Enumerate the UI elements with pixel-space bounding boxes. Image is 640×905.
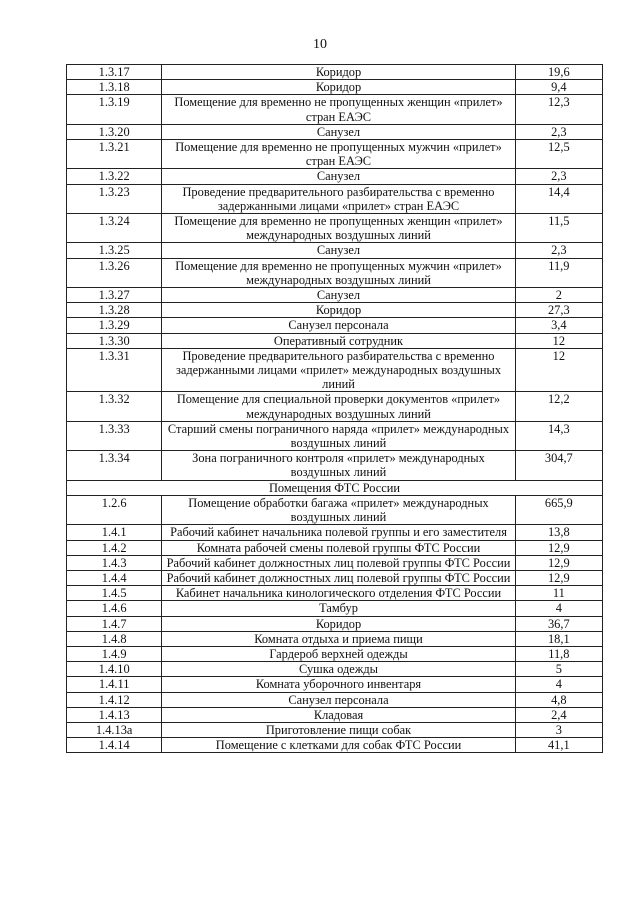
- room-area: 12,9: [515, 570, 602, 585]
- section-header-row: [67, 480, 603, 495]
- room-area: 4,8: [515, 692, 602, 707]
- table-row: [67, 392, 603, 421]
- room-number: 1.4.8: [67, 631, 162, 646]
- table-row: [67, 601, 603, 616]
- room-name: Сушка одежды: [162, 662, 515, 677]
- room-name: Кабинет начальника кинологического отделения ФТС России: [162, 586, 515, 601]
- room-name: Помещение для временно не пропущенных мужчин «прилет» международных воздушных линий: [162, 258, 515, 287]
- table-row: [67, 214, 603, 243]
- room-name: Помещение с клетками для собак ФТС России: [162, 738, 515, 753]
- room-name: Санузел: [162, 169, 515, 184]
- room-name: Коридор: [162, 65, 515, 80]
- table-row: [67, 692, 603, 707]
- room-area: 5: [515, 662, 602, 677]
- room-name: Рабочий кабинет начальника полевой группы и его заместителя: [162, 525, 515, 540]
- room-area: 3: [515, 722, 602, 737]
- room-number: 1.3.19: [67, 95, 162, 124]
- table-row: [67, 631, 603, 646]
- room-area: 11,8: [515, 646, 602, 661]
- room-number: 1.3.30: [67, 333, 162, 348]
- room-area: 12: [515, 348, 602, 392]
- room-name: Помещение обработки багажа «прилет» международных воздушных линий: [162, 495, 515, 524]
- room-name: Помещение для специальной проверки документов «прилет» международных воздушных линий: [162, 392, 515, 421]
- table-row: [67, 169, 603, 184]
- room-number: 1.4.5: [67, 586, 162, 601]
- room-name: Кладовая: [162, 707, 515, 722]
- table-row: [67, 570, 603, 585]
- table-row: [67, 258, 603, 287]
- table-row: [67, 333, 603, 348]
- room-number: 1.4.4: [67, 570, 162, 585]
- room-name: Проведение предварительного разбирательства с временно задержанными лицами «прилет» международных воздушных линий: [162, 348, 515, 392]
- room-area: 11,9: [515, 258, 602, 287]
- room-name: Санузел персонала: [162, 692, 515, 707]
- room-number: 1.3.23: [67, 184, 162, 213]
- table-row: [67, 722, 603, 737]
- room-number: 1.3.25: [67, 243, 162, 258]
- room-name: Помещение для временно не пропущенных женщин «прилет» международных воздушных линий: [162, 214, 515, 243]
- table-row: [67, 80, 603, 95]
- room-name: Комната уборочного инвентаря: [162, 677, 515, 692]
- room-area: 12: [515, 333, 602, 348]
- room-area: 12,9: [515, 540, 602, 555]
- room-number: 1.4.11: [67, 677, 162, 692]
- room-name: Санузел: [162, 124, 515, 139]
- room-number: 1.3.31: [67, 348, 162, 392]
- room-number: 1.3.17: [67, 65, 162, 80]
- room-number: 1.4.9: [67, 646, 162, 661]
- table-row: [67, 662, 603, 677]
- room-number: 1.3.32: [67, 392, 162, 421]
- table-row: [67, 65, 603, 80]
- room-name: Санузел: [162, 243, 515, 258]
- room-area: 304,7: [515, 451, 602, 480]
- room-name: Помещение для временно не пропущенных мужчин «прилет» стран ЕАЭС: [162, 140, 515, 169]
- room-name: Комната отдыха и приема пищи: [162, 631, 515, 646]
- room-number: 1.3.33: [67, 421, 162, 450]
- room-name: Коридор: [162, 303, 515, 318]
- table-row: [67, 707, 603, 722]
- room-number: 1.3.24: [67, 214, 162, 243]
- table-row: [67, 495, 603, 524]
- room-number: 1.3.21: [67, 140, 162, 169]
- room-area: 12,5: [515, 140, 602, 169]
- room-area: 19,6: [515, 65, 602, 80]
- room-name: Рабочий кабинет должностных лиц полевой группы ФТС России: [162, 555, 515, 570]
- room-area: 2: [515, 288, 602, 303]
- room-area: 11: [515, 586, 602, 601]
- table-row: [67, 738, 603, 753]
- table-row: [67, 184, 603, 213]
- room-area: 4: [515, 601, 602, 616]
- room-area: 12,2: [515, 392, 602, 421]
- room-name: Коридор: [162, 616, 515, 631]
- room-number: 1.4.13a: [67, 722, 162, 737]
- table-row: [67, 451, 603, 480]
- room-number: 1.3.20: [67, 124, 162, 139]
- room-number: 1.4.10: [67, 662, 162, 677]
- room-number: 1.3.34: [67, 451, 162, 480]
- room-area: 36,7: [515, 616, 602, 631]
- table-row: [67, 540, 603, 555]
- room-number: 1.3.22: [67, 169, 162, 184]
- page-number: 10: [313, 37, 327, 52]
- room-area: 12,9: [515, 555, 602, 570]
- room-number: 1.4.3: [67, 555, 162, 570]
- table-row: [67, 421, 603, 450]
- room-name: Санузел: [162, 288, 515, 303]
- room-area: 2,3: [515, 169, 602, 184]
- room-number: 1.4.13: [67, 707, 162, 722]
- room-number: 1.4.6: [67, 601, 162, 616]
- room-area: 2,4: [515, 707, 602, 722]
- room-number: 1.3.27: [67, 288, 162, 303]
- room-name: Санузел персонала: [162, 318, 515, 333]
- room-number: 1.4.14: [67, 738, 162, 753]
- table-row: [67, 348, 603, 392]
- room-name: Старший смены пограничного наряда «прилет» международных воздушных линий: [162, 421, 515, 450]
- room-name: Зона пограничного контроля «прилет» международных воздушных линий: [162, 451, 515, 480]
- room-name: Приготовление пищи собак: [162, 722, 515, 737]
- room-area: 3,4: [515, 318, 602, 333]
- room-name: Помещение для временно не пропущенных женщин «прилет» стран ЕАЭС: [162, 95, 515, 124]
- room-area: 2,3: [515, 243, 602, 258]
- table-row: [67, 95, 603, 124]
- room-area: 18,1: [515, 631, 602, 646]
- table-row: [67, 677, 603, 692]
- room-area: 2,3: [515, 124, 602, 139]
- room-name: Проведение предварительного разбирательства с временно задержанными лицами «прилет» стран ЕАЭС: [162, 184, 515, 213]
- room-number: 1.3.29: [67, 318, 162, 333]
- room-name: Коридор: [162, 80, 515, 95]
- room-number: 1.3.18: [67, 80, 162, 95]
- table-row: [67, 243, 603, 258]
- room-area: 11,5: [515, 214, 602, 243]
- room-number: 1.4.1: [67, 525, 162, 540]
- room-number: 1.4.2: [67, 540, 162, 555]
- table-row: [67, 525, 603, 540]
- table-row: [67, 124, 603, 139]
- room-area: 12,3: [515, 95, 602, 124]
- room-number: 1.3.26: [67, 258, 162, 287]
- room-name: Оперативный сотрудник: [162, 333, 515, 348]
- table-row: [67, 555, 603, 570]
- table-row: [67, 616, 603, 631]
- table-row: [67, 646, 603, 661]
- room-name: Рабочий кабинет должностных лиц полевой группы ФТС России: [162, 570, 515, 585]
- premises-table: [66, 64, 603, 753]
- room-number: 1.3.28: [67, 303, 162, 318]
- section-title: Помещения ФТС России: [67, 480, 603, 495]
- room-name: Гардероб верхней одежды: [162, 646, 515, 661]
- room-area: 13,8: [515, 525, 602, 540]
- room-number: 1.4.12: [67, 692, 162, 707]
- room-area: 14,4: [515, 184, 602, 213]
- room-area: 14,3: [515, 421, 602, 450]
- room-name: Комната рабочей смены полевой группы ФТС России: [162, 540, 515, 555]
- room-area: 27,3: [515, 303, 602, 318]
- table-row: [67, 140, 603, 169]
- table-row: [67, 288, 603, 303]
- premises-table-body: [67, 65, 603, 753]
- table-row: [67, 303, 603, 318]
- table-row: [67, 318, 603, 333]
- room-area: 665,9: [515, 495, 602, 524]
- table-row: [67, 586, 603, 601]
- room-number: 1.4.7: [67, 616, 162, 631]
- room-area: 41,1: [515, 738, 602, 753]
- room-number: 1.2.6: [67, 495, 162, 524]
- room-area: 9,4: [515, 80, 602, 95]
- room-name: Тамбур: [162, 601, 515, 616]
- room-area: 4: [515, 677, 602, 692]
